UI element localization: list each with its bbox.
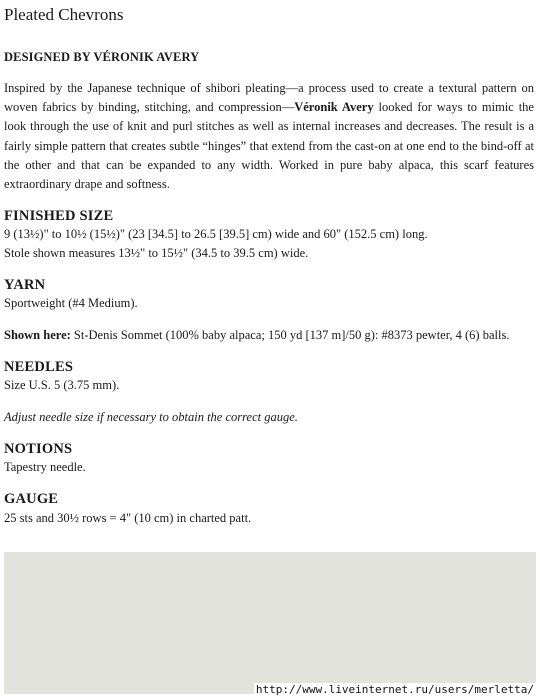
finished-size-dimensions: 9 (13½)" to 10½ (15½)" (23 [34.5] to 26.5 [39.5] cm) wide and 60" (152.5 cm) long. (4, 227, 428, 241)
notions-text: Tapestry needle. (4, 460, 86, 474)
shown-here-label: Shown here: (4, 328, 71, 342)
needle-size: Size U.S. 5 (3.75 mm). (4, 378, 120, 392)
finished-size-stole: Stole shown measures 13½" to 15½" (34.5 to 39.5 cm) wide. (4, 246, 309, 260)
yarn-shown-here (4, 327, 509, 344)
notions-heading: NOTIONS (4, 441, 73, 457)
finished-size-heading: FINISHED SIZE (4, 208, 114, 224)
intro-text-end: looked for ways to mimic the look through the use of knit and purl stitches as well as internal increases and decreases. The result is a fairly simple pattern that creates subtle “hinges” that extend from the cast-on at one end to the bind-off at the other and that can be expanded to any width. Worked in pure baby alpaca, this scarf features extraordinary drape and softness. (4, 100, 534, 192)
needles-heading: NEEDLES (4, 359, 74, 375)
intro-paragraph (4, 79, 534, 194)
yarn-weight: Sportweight (#4 Medium). (4, 296, 138, 310)
gauge-heading: GAUGE (4, 491, 59, 507)
yarn-heading: YARN (4, 277, 46, 293)
pattern-title: Pleated Chevrons (4, 5, 124, 24)
needle-gauge-note: Adjust needle size if necessary to obtain the correct gauge. (4, 410, 298, 424)
gauge-text: 25 sts and 30½ rows = 4" (10 cm) in charted patt. (4, 511, 252, 525)
photo-placeholder (4, 552, 536, 694)
intro-text-start: Inspired by the Japanese technique of shibori pleating—a process used to create a textural pattern on woven fabrics by binding, stitching, and compression— (4, 81, 534, 115)
designer-byline: DESIGNED BY VÉRONIK AVERY (4, 50, 200, 64)
designer-name: Véronik Avery (294, 100, 374, 115)
shown-here-text: St-Denis Sommet (100% baby alpaca; 150 yd [137 m]/50 g): #8373 pewter, 4 (6) balls. (70, 328, 510, 342)
source-url-watermark: http://www.liveinternet.ru/users/merletta/ (255, 683, 534, 696)
